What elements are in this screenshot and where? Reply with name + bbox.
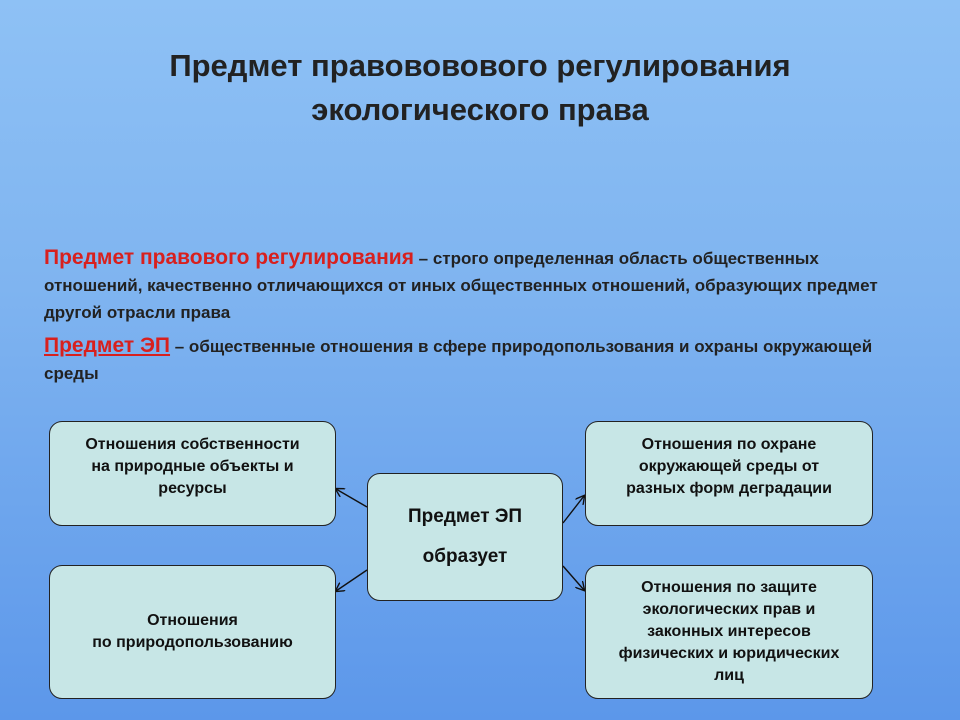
definition-2-term: Предмет ЭП (44, 334, 171, 357)
box-rights-line-1: Отношения по защите (641, 579, 817, 596)
box-protection-line-2: окружающей среды от (638, 458, 820, 475)
arrow-to-bottom-right (563, 566, 584, 590)
box-protection-line-1: Отношения по охране (641, 436, 817, 453)
box-ownership-line-2: на природные объекты и (91, 458, 294, 475)
box-protection-line-3: разных форм деградации (626, 480, 832, 497)
arrow-to-top-left (336, 489, 367, 507)
center-box-line-1: Предмет ЭП (407, 506, 523, 527)
box-nature-use-relations (49, 565, 336, 699)
box-ownership-line-3: ресурсы (158, 480, 227, 497)
box-ownership-relations (49, 421, 336, 526)
title-line-1: Предмет правововового регулирования (169, 48, 791, 83)
definition-1-term: Предмет правового регулирования (44, 246, 414, 269)
box-rights-line-2: экологических прав и (642, 601, 816, 618)
definition-2-text: – общественные отношения в сфере природопользования и охраны окружающей среды (44, 337, 873, 383)
box-rights-line-3: законных интересов (647, 623, 811, 640)
box-rights-line-4: физических и юридических (618, 645, 840, 662)
center-box (367, 473, 563, 601)
box-rights-protection-relations (585, 565, 873, 699)
box-nature-use-line-1: Отношения (147, 612, 238, 629)
arrow-to-bottom-left (336, 570, 367, 591)
definition-1-text: – строго определенная область общественных отношений, качественно отличающихся от иных общественных отношений, образующих предмет другой отрасли права (44, 249, 878, 322)
title-line-2: экологического права (311, 92, 649, 127)
arrow-to-top-right (563, 496, 584, 523)
box-environment-protection-relations (585, 421, 873, 526)
box-rights-line-5: лиц (714, 667, 744, 684)
center-box-line-2: образует (422, 546, 508, 567)
box-nature-use-line-2: по природопользованию (92, 634, 293, 651)
box-ownership-line-1: Отношения собственности (85, 436, 300, 453)
